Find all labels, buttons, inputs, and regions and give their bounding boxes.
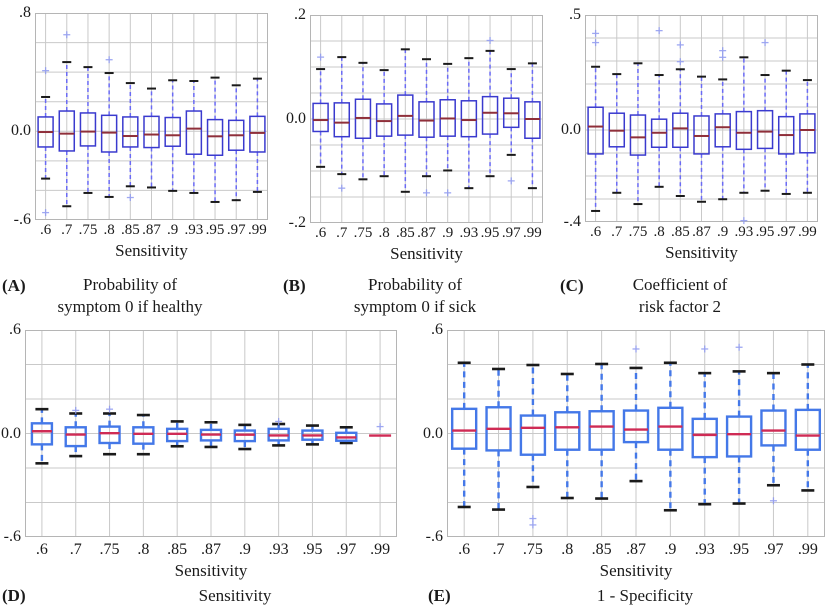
plot-area-a — [35, 13, 268, 220]
panel-d-caption: Sensitivity — [198, 586, 272, 605]
panel-c-caption-line1: Coefficient of — [632, 275, 728, 294]
x-tick-label: .93 — [694, 541, 715, 558]
panel-a-caption — [30, 274, 230, 318]
x-tick-label: .75 — [628, 224, 648, 240]
panel-b-letter: (B) — [283, 276, 306, 295]
plot-area-c — [585, 15, 818, 222]
y-axis-label: -.6 — [13, 211, 31, 228]
outlier-marker — [63, 31, 70, 38]
panel-b-caption-line1: Probability of — [368, 275, 462, 294]
panel-c-coefficient-risk-factor-2 — [561, 6, 818, 262]
box-group-.95 — [302, 426, 322, 445]
outlier-marker — [529, 515, 536, 522]
outlier-marker — [317, 54, 324, 61]
x-tick-label: .8 — [378, 225, 390, 241]
x-tick-label: .97 — [763, 541, 784, 558]
panel-e-one-minus-specificity — [423, 321, 825, 580]
x-tick-label: .95 — [205, 222, 225, 238]
panel-a-caption-line1: Probability of — [83, 275, 177, 294]
x-tick-label: .7 — [492, 541, 505, 558]
outlier-marker — [487, 37, 494, 44]
panel-e-caption: 1 - Specificity — [596, 586, 694, 605]
x-tick-label: .9 — [238, 541, 251, 558]
x-tick-label: .95 — [480, 225, 500, 241]
x-tick-label: .75 — [99, 541, 120, 558]
outlier-marker — [701, 345, 708, 352]
outlier-marker — [42, 209, 49, 216]
x-tick-label: .93 — [268, 541, 289, 558]
x-axis-label: Sensitivity — [174, 561, 248, 580]
outlier-marker — [106, 406, 113, 413]
y-axis-label: -.6 — [3, 528, 21, 545]
box-group-.87 — [201, 422, 221, 447]
x-tick-label: .8 — [137, 541, 150, 558]
outlier-marker — [529, 521, 536, 528]
x-tick-label: .85 — [120, 222, 140, 238]
x-tick-label: .8 — [103, 222, 115, 238]
panel-c-caption — [580, 274, 780, 318]
x-tick-label: .85 — [395, 225, 415, 241]
x-tick-label: .99 — [798, 224, 817, 240]
y-axis-label: 0.0 — [11, 122, 31, 140]
x-axis-label: Sensitivity — [115, 241, 188, 260]
panel-a-probability-symptom0-healthy — [11, 4, 268, 260]
y-axis-label: -.2 — [288, 214, 306, 231]
x-tick-label: .75 — [522, 541, 543, 558]
x-axis-label: Sensitivity — [390, 244, 463, 263]
x-tick-label: .93 — [459, 225, 479, 241]
x-tick-label: .93 — [734, 224, 754, 240]
x-tick-label: .6 — [458, 541, 471, 558]
panel-b-caption-line2: symptom 0 if sick — [353, 297, 477, 316]
y-axis-label: 0.0 — [423, 424, 443, 442]
y-axis-label: .8 — [19, 4, 31, 21]
x-tick-label: .9 — [167, 222, 179, 238]
panel-c-caption-line2: risk factor 2 — [638, 297, 722, 316]
x-tick-label: .6 — [39, 222, 52, 238]
x-tick-label: .6 — [35, 541, 48, 558]
outlier-marker — [106, 56, 113, 63]
x-tick-label: .7 — [336, 225, 348, 241]
x-tick-label: .7 — [69, 541, 82, 558]
x-tick-label: .85 — [167, 541, 188, 558]
outlier-marker — [736, 344, 743, 351]
x-tick-label: .75 — [353, 225, 373, 241]
y-axis-label: .6 — [431, 321, 443, 338]
plot-area-b — [310, 15, 543, 223]
plot-area-d — [25, 330, 397, 537]
x-axis-label: Sensitivity — [665, 243, 738, 262]
panel-c-letter: (C) — [560, 276, 584, 295]
y-axis-label: 0.0 — [286, 110, 306, 127]
y-axis-label: .5 — [569, 6, 581, 23]
panel-b-probability-symptom0-sick — [286, 6, 543, 263]
outlier-marker — [762, 39, 769, 46]
x-tick-label: .97 — [501, 225, 521, 241]
outlier-marker — [770, 497, 777, 504]
y-axis-label: .2 — [294, 6, 306, 23]
x-tick-label: .9 — [717, 224, 729, 240]
outlier-marker — [656, 27, 663, 34]
x-tick-label: .9 — [664, 541, 677, 558]
outlier-marker — [42, 67, 49, 74]
outlier-marker — [377, 423, 384, 430]
outlier-marker — [338, 185, 345, 192]
x-tick-label: .97 — [776, 224, 796, 240]
x-tick-label: .7 — [611, 224, 623, 240]
outlier-marker — [508, 177, 515, 184]
x-tick-label: .93 — [184, 222, 204, 238]
outlier-marker — [592, 39, 599, 46]
x-tick-label: .87 — [626, 541, 646, 558]
x-tick-label: .8 — [653, 224, 665, 240]
y-axis-label: 0.0 — [1, 424, 21, 442]
x-tick-label: .85 — [670, 224, 690, 240]
x-tick-label: .95 — [302, 541, 323, 558]
outlier-marker — [719, 47, 726, 54]
y-axis-label: -.6 — [425, 528, 443, 545]
x-tick-label: .9 — [442, 225, 454, 241]
x-tick-label: .87 — [201, 541, 221, 558]
x-tick-label: .6 — [589, 224, 602, 240]
x-tick-label: .87 — [692, 224, 711, 240]
x-tick-label: .97 — [336, 541, 357, 558]
y-axis-label: 0.0 — [561, 121, 581, 138]
x-tick-label: .95 — [755, 224, 775, 240]
x-tick-label: .8 — [561, 541, 574, 558]
panel-d-letter: (D) — [2, 586, 26, 605]
x-tick-label: .99 — [797, 541, 818, 558]
panel-e-letter: (E) — [428, 586, 451, 605]
x-tick-label: .97 — [226, 222, 246, 238]
plot-area-e — [447, 330, 825, 537]
panel-a-caption-line2: symptom 0 if healthy — [57, 297, 203, 316]
x-tick-label: .85 — [591, 541, 612, 558]
outlier-marker — [719, 54, 726, 61]
outlier-marker — [444, 189, 451, 196]
outlier-marker — [423, 189, 430, 196]
x-tick-label: .87 — [417, 225, 436, 241]
panel-b-caption — [315, 274, 515, 318]
x-tick-label: .99 — [248, 222, 267, 238]
outlier-marker — [127, 194, 134, 201]
x-tick-label: .87 — [142, 222, 161, 238]
y-axis-label: -.4 — [563, 213, 581, 230]
x-tick-label: .6 — [314, 225, 327, 241]
outlier-marker — [592, 30, 599, 37]
y-axis-label: .6 — [9, 321, 21, 338]
x-axis-label: Sensitivity — [599, 561, 673, 580]
outlier-marker — [677, 58, 684, 65]
panel-d-sensitivity — [1, 321, 397, 580]
x-tick-label: .75 — [78, 222, 98, 238]
x-tick-label: .99 — [370, 541, 391, 558]
panel-a-letter: (A) — [2, 276, 26, 295]
x-tick-label: .95 — [729, 541, 750, 558]
box-group-.85 — [167, 421, 187, 446]
x-tick-label: .99 — [523, 225, 542, 241]
x-tick-label: .7 — [61, 222, 73, 238]
outlier-marker — [633, 345, 640, 352]
outlier-marker — [677, 41, 684, 48]
